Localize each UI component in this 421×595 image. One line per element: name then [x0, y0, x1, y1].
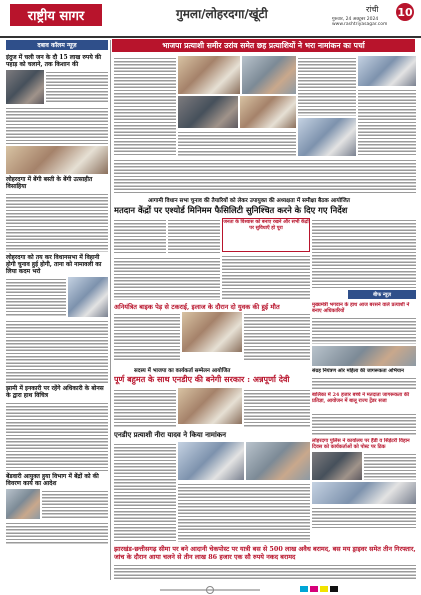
accident-text-2 — [244, 312, 310, 362]
lead-story-text-2 — [298, 56, 356, 116]
bottom-headline: झारखंड-छत्तीसगढ़ सीमा पर बने आदानी चेकपोस्ट पर यात्री बस से 500 लाख अवैध बरामद, बस मय ड्राइवर समेत तीन गिरफ्तार, जांच के दौरान आया चलने से तीन लाख 86 हजार एक सौ रुपये नकद बरामद — [114, 545, 416, 561]
left-story3 — [6, 277, 108, 317]
left-story4-headline: झामी में इनकारी पर रहेंगे अधिकारी के बोनस के द्वारा हाथ विचित्र — [6, 385, 104, 399]
meeting-text-2 — [168, 218, 220, 254]
conference-strap: सदस्य में भाजपा का कार्यकर्ता सम्मेलन आयोजित — [134, 368, 231, 374]
bottom-text — [114, 563, 416, 581]
left-story3-text — [6, 277, 66, 317]
side-text-3 — [312, 412, 416, 436]
left-story1-text — [46, 70, 108, 104]
lead-story-caption — [178, 130, 296, 156]
cyan-swatch — [300, 586, 308, 592]
side-headline-4: लोहरदगा पुलिस ने कार्यालय पर हैंडी व सिड़ेटरी विहान दिवस को कार्यकर्ताओं को पोस्ट पर ठिक — [312, 438, 410, 450]
left-story2-body — [6, 192, 108, 252]
side-headline-1: मुख्यमंत्री भगवान के हाथ आज बरसने वाले प्रत्याशी ने बनाए अधिकारियों — [312, 302, 410, 314]
page-footer — [0, 585, 421, 595]
meeting-strap: आगामी विधान सभा चुनाव की तैयारियों को लेकर उपायुक्त की अध्यक्षता में समीक्षा बैठक आयोजित — [148, 198, 350, 204]
nomination-text-2 — [178, 482, 310, 542]
accident-text-1 — [114, 312, 180, 362]
side-text-5 — [312, 506, 416, 528]
accident-headline: अनियंत्रित बाइक पेड़ से टकराई, इलाज के दौरान दो युवक की हुई मौत — [114, 303, 280, 311]
lead-headline-banner: भाजपा प्रत्याशी समीर उरांव समेत छह प्रत्याशियों ने भरा नामांकन का पर्चा — [112, 39, 415, 52]
date-label: गुरुवार, 24 अक्टूबर 2024 — [332, 17, 379, 22]
page-number-badge: 10 — [396, 3, 414, 21]
left-story5 — [6, 489, 108, 519]
masthead — [0, 0, 421, 38]
left-story4-body — [6, 401, 108, 471]
lead-photo-5 — [240, 96, 296, 128]
left-story5-photo — [6, 489, 40, 519]
left-story3-photo — [68, 277, 108, 317]
left-story1-photo — [6, 70, 44, 104]
conference-text-1 — [114, 388, 176, 428]
side-text-4 — [364, 452, 416, 480]
city-label: रांची — [366, 5, 379, 14]
left-story3-headline: लोहरदगा को तय कर विधानसभा में विहानी होगी चुनाव हुई होगी, ताना को नामावली का लिया कदम भरो — [6, 254, 102, 275]
magenta-swatch — [310, 586, 318, 592]
nomination-photo-1 — [178, 442, 244, 480]
accident-photo — [182, 312, 242, 352]
left-story1 — [6, 70, 108, 104]
side-photo-2 — [312, 452, 362, 480]
left-column — [6, 40, 108, 560]
lead-photo-2 — [242, 56, 296, 94]
date-block — [332, 17, 387, 27]
registration-mark-icon — [206, 586, 214, 594]
nomination-text-1 — [114, 442, 176, 542]
column-divider — [110, 40, 111, 580]
meeting-headline: मतदान केंद्रों पर एश्योर्ड मिनिमम फैसिलिटी सुनिश्चित करने के दिए गए निर्देश — [114, 205, 348, 215]
website-label: www.rashtriyasagar.com — [332, 22, 388, 27]
black-swatch — [330, 586, 338, 592]
lead-photo-1 — [178, 56, 240, 94]
side-text-2 — [312, 376, 416, 390]
left-story3-body — [6, 319, 108, 383]
side-text-1 — [312, 316, 416, 344]
lead-story-text — [114, 56, 176, 156]
nomination-photo-2 — [246, 442, 310, 480]
meeting-text-4 — [114, 256, 220, 300]
side-headline-2: संग्रह नियंत्रण ओर महिला की जागरूकता अभियान — [312, 368, 404, 374]
pull-quote: जनता के विश्वास को बनाए रखने और सभी केंद्रों पर सुविधाएँ हो पूरा — [222, 218, 310, 252]
left-story2-photo — [6, 146, 108, 174]
lead-photo-6 — [298, 118, 356, 156]
meeting-text-5 — [222, 254, 310, 300]
left-story5-headline: बेंडवारी आयुक्त हुया विभाग में बेंद्रों को की विवरण कार्य का आदेश — [6, 473, 99, 487]
yellow-swatch — [320, 586, 328, 592]
lead-story-text-3 — [358, 88, 416, 156]
meeting-text-3 — [312, 218, 416, 288]
conference-headline: पूर्ण बहुमत के साथ एनडीए की बनेगी सरकार : अन्नपूर्णा देवी — [114, 374, 290, 384]
conference-photo — [178, 388, 242, 424]
brand-logo: राष्ट्रीय सागर — [10, 4, 102, 26]
conference-text-2 — [244, 388, 310, 428]
nomination-headline: एनडीए प्रत्याशी नीरा यादव ने किया नामांकन — [114, 430, 227, 439]
left-story5-text — [42, 489, 108, 519]
left-story1-headline: इंदुज में चली जन के दौ 15 लाख रुपये की पहाड़ को चलाने, तक किशान की — [6, 54, 102, 68]
meeting-text-1 — [114, 218, 166, 254]
left-story2-headline: लोहरदगा में बेंगी बस्ती के बेंगी उत्साहीत विसाहिया — [6, 176, 93, 190]
side-photo-1 — [312, 346, 416, 366]
edition-title: गुमला/लोहरदगा/खूंटी — [176, 7, 268, 21]
brief-news-tag: बीफ न्यूज़ — [348, 290, 416, 299]
lead-story-body — [114, 158, 416, 194]
lead-photo-4 — [178, 96, 238, 128]
side-headline-3: बालिका में 24 हजार बच्चे ने मतदाता जागरूकता की प्रतिज्ञा, आयोजन में बालू राज्य ट्रेंडर सजा — [312, 392, 410, 404]
left-story1-body — [6, 106, 108, 144]
section-tag: दबाव कॉलम न्यूज़ — [6, 40, 108, 50]
lead-photo-3 — [358, 56, 416, 86]
side-photo-3 — [312, 482, 416, 504]
left-story5-body — [6, 521, 108, 545]
